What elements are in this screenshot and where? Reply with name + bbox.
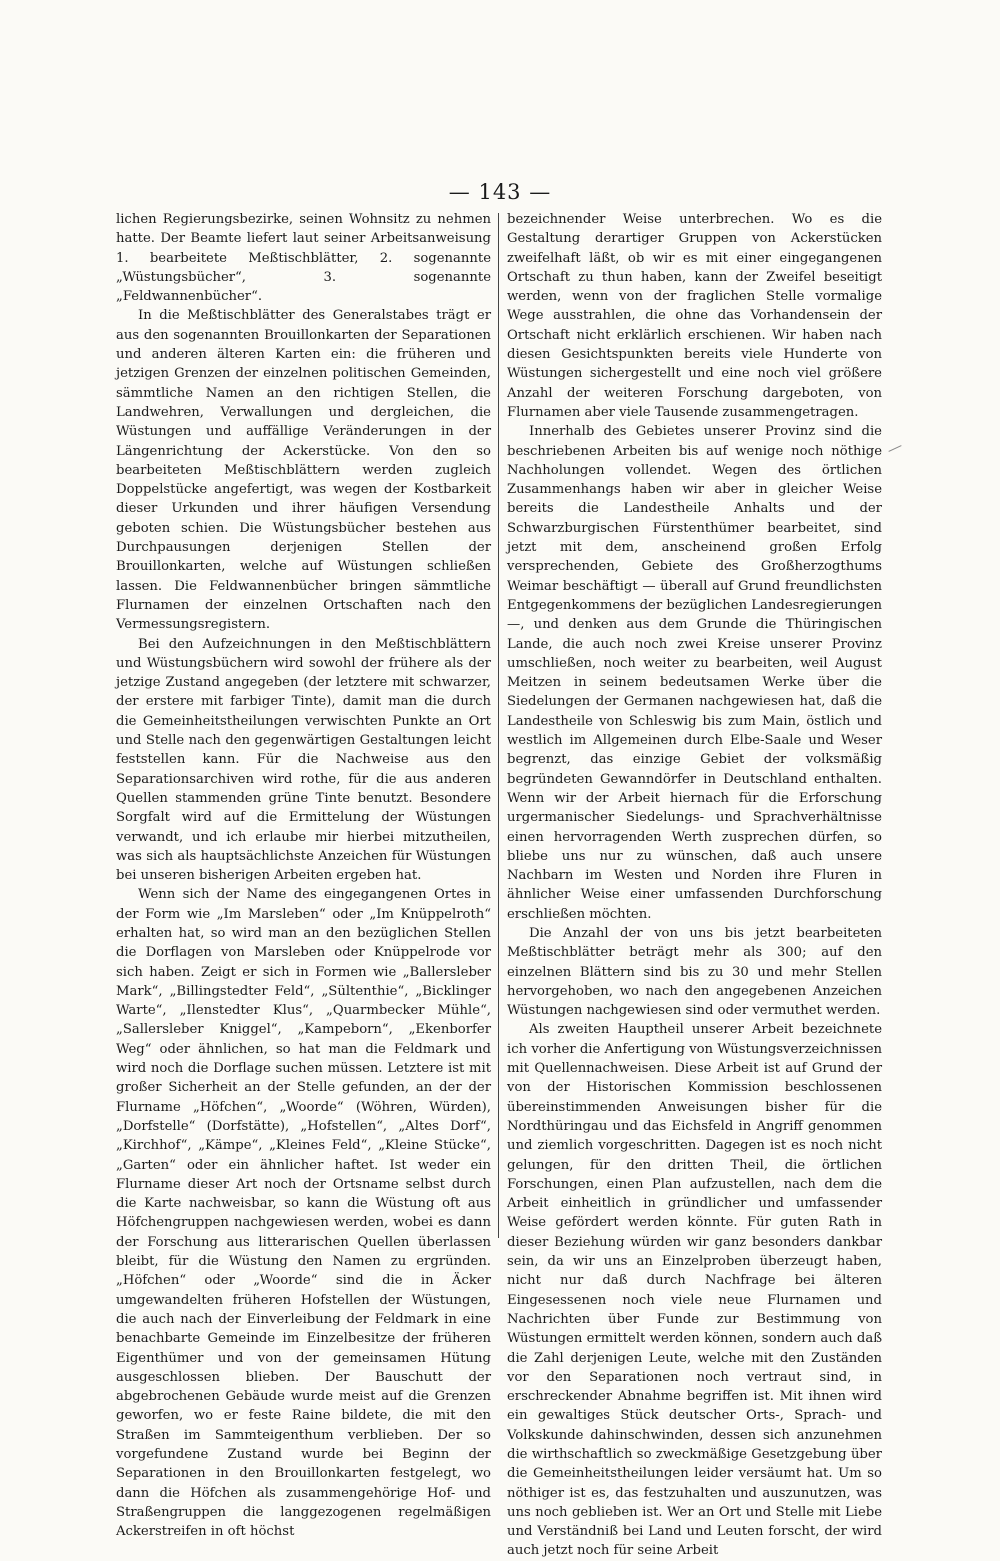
page-number: — 143 —	[448, 180, 552, 204]
paragraph: lichen Regierungsbezirke, seinen Wohnsitz zu nehmen hatte. Der Beamte liefert laut seiner Arbeitsanweisung 1. bearbeitete Meßtischblätter, 2. sogenannte „Wüstungsbücher“, 3. sogenannte „Feldwannenbücher“.	[116, 212, 491, 305]
paragraph: Innerhalb des Gebietes unserer Provinz sind die beschriebenen Arbeiten bis auf wenige noch nöthige Nachholungen vollendet. Wegen des örtlichen Zusammenhangs haben wir aber in gleicher Weise bereits die Landestheile Anhalts und der Schwarzburgischen Fürstenthümer bearbeitet, sind jetzt mit dem, anscheinend großen Erfolg versprechenden, Gebiete des Großherzogthums Weimar beschäftigt — überall auf Grund freundlichsten Entgegenkommens der bezüglichen Landesregierungen —, und denken aus dem Grunde die Thüringischen Lande, die auch noch zwei Kreise unserer Provinz umschließen, noch weiter zu bearbeiten, weil August Meitzen in seinem bedeutsamen Werke über die Siedelungen der Germanen nachgewiesen hat, daß die Landestheile von Schleswig bis zum Main, östlich und westlich im Allgemeinen durch Elbe-Saale und Weser begrenzt, das einzige Gebiet der volksmäßig begründeten Gewanndörfer in Deutschland enthalten. Wenn wir der Arbeit hiernach für die Erforschung urgermanischer Siedelungs- und Sprachverhältnisse einen hervorragenden Werth zusprechen dürfen, so bliebe uns nur zu wünschen, daß auch unsere Nachbarn im Westen und Norden ihre Fluren in ähnlicher Weise einer umfassenden Durchforschung erschließen möchten.	[507, 424, 883, 922]
paragraph: Die Anzahl der von uns bis jetzt bearbeiteten Meßtischblätter beträgt mehr als 300; auf den einzelnen Blättern sind bis zu 30 und mehr Stellen hervorgehoben, wo nach den angegebenen Anzeichen Wüstungen nachgewiesen sind oder vermuthet werden.	[507, 925, 882, 1019]
column-divider	[498, 213, 499, 1238]
paragraph: Bei den Aufzeichnungen in den Meßtischblättern und Wüstungsbüchern wird sowohl der frühere als der jetzige Zustand angegeben (der letztere mit schwarzer, der erstere mit farbiger Tinte), damit man die durch die Gemeinheitstheilungen verwischten Punkte an Ort und Stelle nach den gegenwärtigen Gestaltungen leicht feststellen kann. Für die Nachweise aus den Separationsarchiven wird rothe, für die aus anderen Quellen stammenden grüne Tinte benutzt. Besondere Sorgfalt wird auf die Ermittelung der Wüstungen verwandt, und ich erlaube mir hierbei mitzutheilen, was sich als hauptsächlichste Anzeichen für Wüstungen bei unseren bisherigen Arbeiten ergeben hat.	[116, 636, 491, 884]
paragraph: bezeichnender Weise unterbrechen. Wo es die Gestaltung derartiger Gruppen von Ackerstücken zweifelhaft läßt, ob wir es mit einer eingegangenen Ortschaft zu thun haben, kann der Zweifel beseitigt werden, wenn von der fraglichen Stelle vormalige Wege ausstrahlen, die ohne das Vorhandensein der Ortschaft nicht erklärlich erschienen. Wir haben nach diesen Gesichtspunkten bereits viele Hunderte von Wüstungen sichergestellt und eine noch viel größere Anzahl der weiteren Forschung dargeboten, von Flurnamen aber viele Tausende zusammengetragen.	[507, 212, 882, 420]
paragraph: Wenn sich der Name des eingegangenen Ortes in der Form wie „Im Marsleben“ oder „Im Knüppelroth“ erhalten hat, so wird man an den bezüglichen Stellen die Dorflagen von Marsleben oder Knüppelrode vor sich haben. Zeigt er sich in Formen wie „Ballersleber Mark“, „Billingstedter Feld“, „Sültenthie“, „Bicklinger Warte“, „Ilenstedter Klus“, „Quarmbecker Mühle“, „Sallersleber Kniggel“, „Kampeborn“, „Ekenborfer Weg“ oder ähnlichen, so hat man die Feldmark und wird noch die Dorflage suchen müssen. Letztere ist mit großer Sicherheit an der Stelle gefunden, an der der Flurname „Höfchen“, „Woorde“ (Wöhren, Würden), „Dorfstelle“ (Dorfstätte), „Hofstellen“, „Altes Dorf“, „Kirchhof“, „Kämpe“, „Kleines Feld“, „Kleine Stücke“, „Garten“ oder ein ähnlicher haftet. Ist weder ein Flurname dieser Art noch der Ortsname selbst durch die Karte nachweisbar, so kann die Wüstung oft aus Höfchengruppen nachgewiesen werden, wobei es dann der Forschung aus litterarischen Quellen überlassen bleibt, für die Wüstung den Namen zu ergründen. „Höfchen“ oder „Woorde“ sind die in Äcker umgewandelten früheren Hofstellen der Wüstungen, die auch nach der Einverleibung der Feldmark in eine benachbarte Gemeinde im Einzelbesitze der früheren Eigenthümer und von der gemeinsamen Hütung ausgeschlossen blieben. Der Bauschutt der abgebrochenen Gebäude wurde meist auf die Grenzen geworfen, wo er feste Raine bildete, die mit den Straßen im Sammteigenthum verblieben. Der so vorgefundene Zustand wurde bei Beginn der Separationen in den Brouillonkarten festgelegt, wo dann die Höfchen als zusammengehörige Hof- und Straßengruppen die langgezogenen regelmäßigen Ackerstreifen in oft höchst	[116, 887, 491, 1540]
margin-mark	[888, 445, 901, 452]
paragraph: In die Meßtischblätter des Generalstabes trägt er aus den sogenannten Brouillonkarten der Separationen und anderen älteren Karten ein: die früheren und jetzigen Grenzen der einzelnen politischen Gemeinden, sämmtliche Namen an den richtigen Stellen, die Landwehren, Verwallungen und dergleichen, die Wüstungen und auffällige Veränderungen in der Längenrichtung der Ackerstücke. Von den so bearbeiteten Meßtischblättern werden zugleich Doppelstücke angefertigt, was wegen der Kostbarkeit dieser Urkunden und ihrer häufigen Versendung geboten schien. Die Wüstungsbücher bestehen aus Durchpausungen derjenigen Stellen der Brouillonkarten, welche auf Wüstungen schließen lassen. Die Feldwannenbücher bringen sämmtliche Flurnamen der einzelnen Ortschaften nach den Vermessungsregistern.	[116, 308, 491, 633]
text-column-left	[116, 210, 491, 1540]
text-column-right	[507, 210, 883, 1559]
paragraph: Als zweiten Hauptheil unserer Arbeit bezeichnete ich vorher die Anfertigung von Wüstungsverzeichnissen mit Quellennachweisen. Diese Arbeit ist auf Grund der von der Historischen Kommission beschlossenen übereinstimmenden Anweisungen bisher für die Nordthüringau und das Eichsfeld in Angriff genommen und ziemlich vorgeschritten. Dagegen ist es noch nicht gelungen, für den dritten Theil, die örtlichen Forschungen, einen Plan aufzustellen, nach dem die Arbeit einheitlich in gründlicher und umfassender Weise gefördert werden könnte. Für guten Rath in dieser Beziehung würden wir ganz besonders dankbar sein, da wir uns an Einzelproben überzeugt haben, nicht nur daß durch Nachfrage bei älteren Eingesessenen noch viele neue Flurnamen und Nachrichten über Funde zur Bestimmung von Wüstungen ermittelt werden können, sondern auch daß die Zahl derjenigen Leute, welche mit den Zuständen vor den Separationen noch vertraut sind, in erschreckender Abnahme begriffen ist. Mit ihnen wird ein gewaltiges Stück deutscher Orts-, Sprach- und Volkskunde dahinschwinden, dessen sich anzunehmen die wirthschaftlich so zweckmäßige Gesetzgebung über die Gemeinheitstheilungen leider versäumt hat. Um so nöthiger ist es, das festzuhalten und auszunutzen, was uns noch geblieben ist. Wer an Ort und Stelle mit Liebe und Verständniß bei Land und Leuten forscht, der wird auch jetzt noch für seine Arbeit	[507, 1022, 882, 1559]
